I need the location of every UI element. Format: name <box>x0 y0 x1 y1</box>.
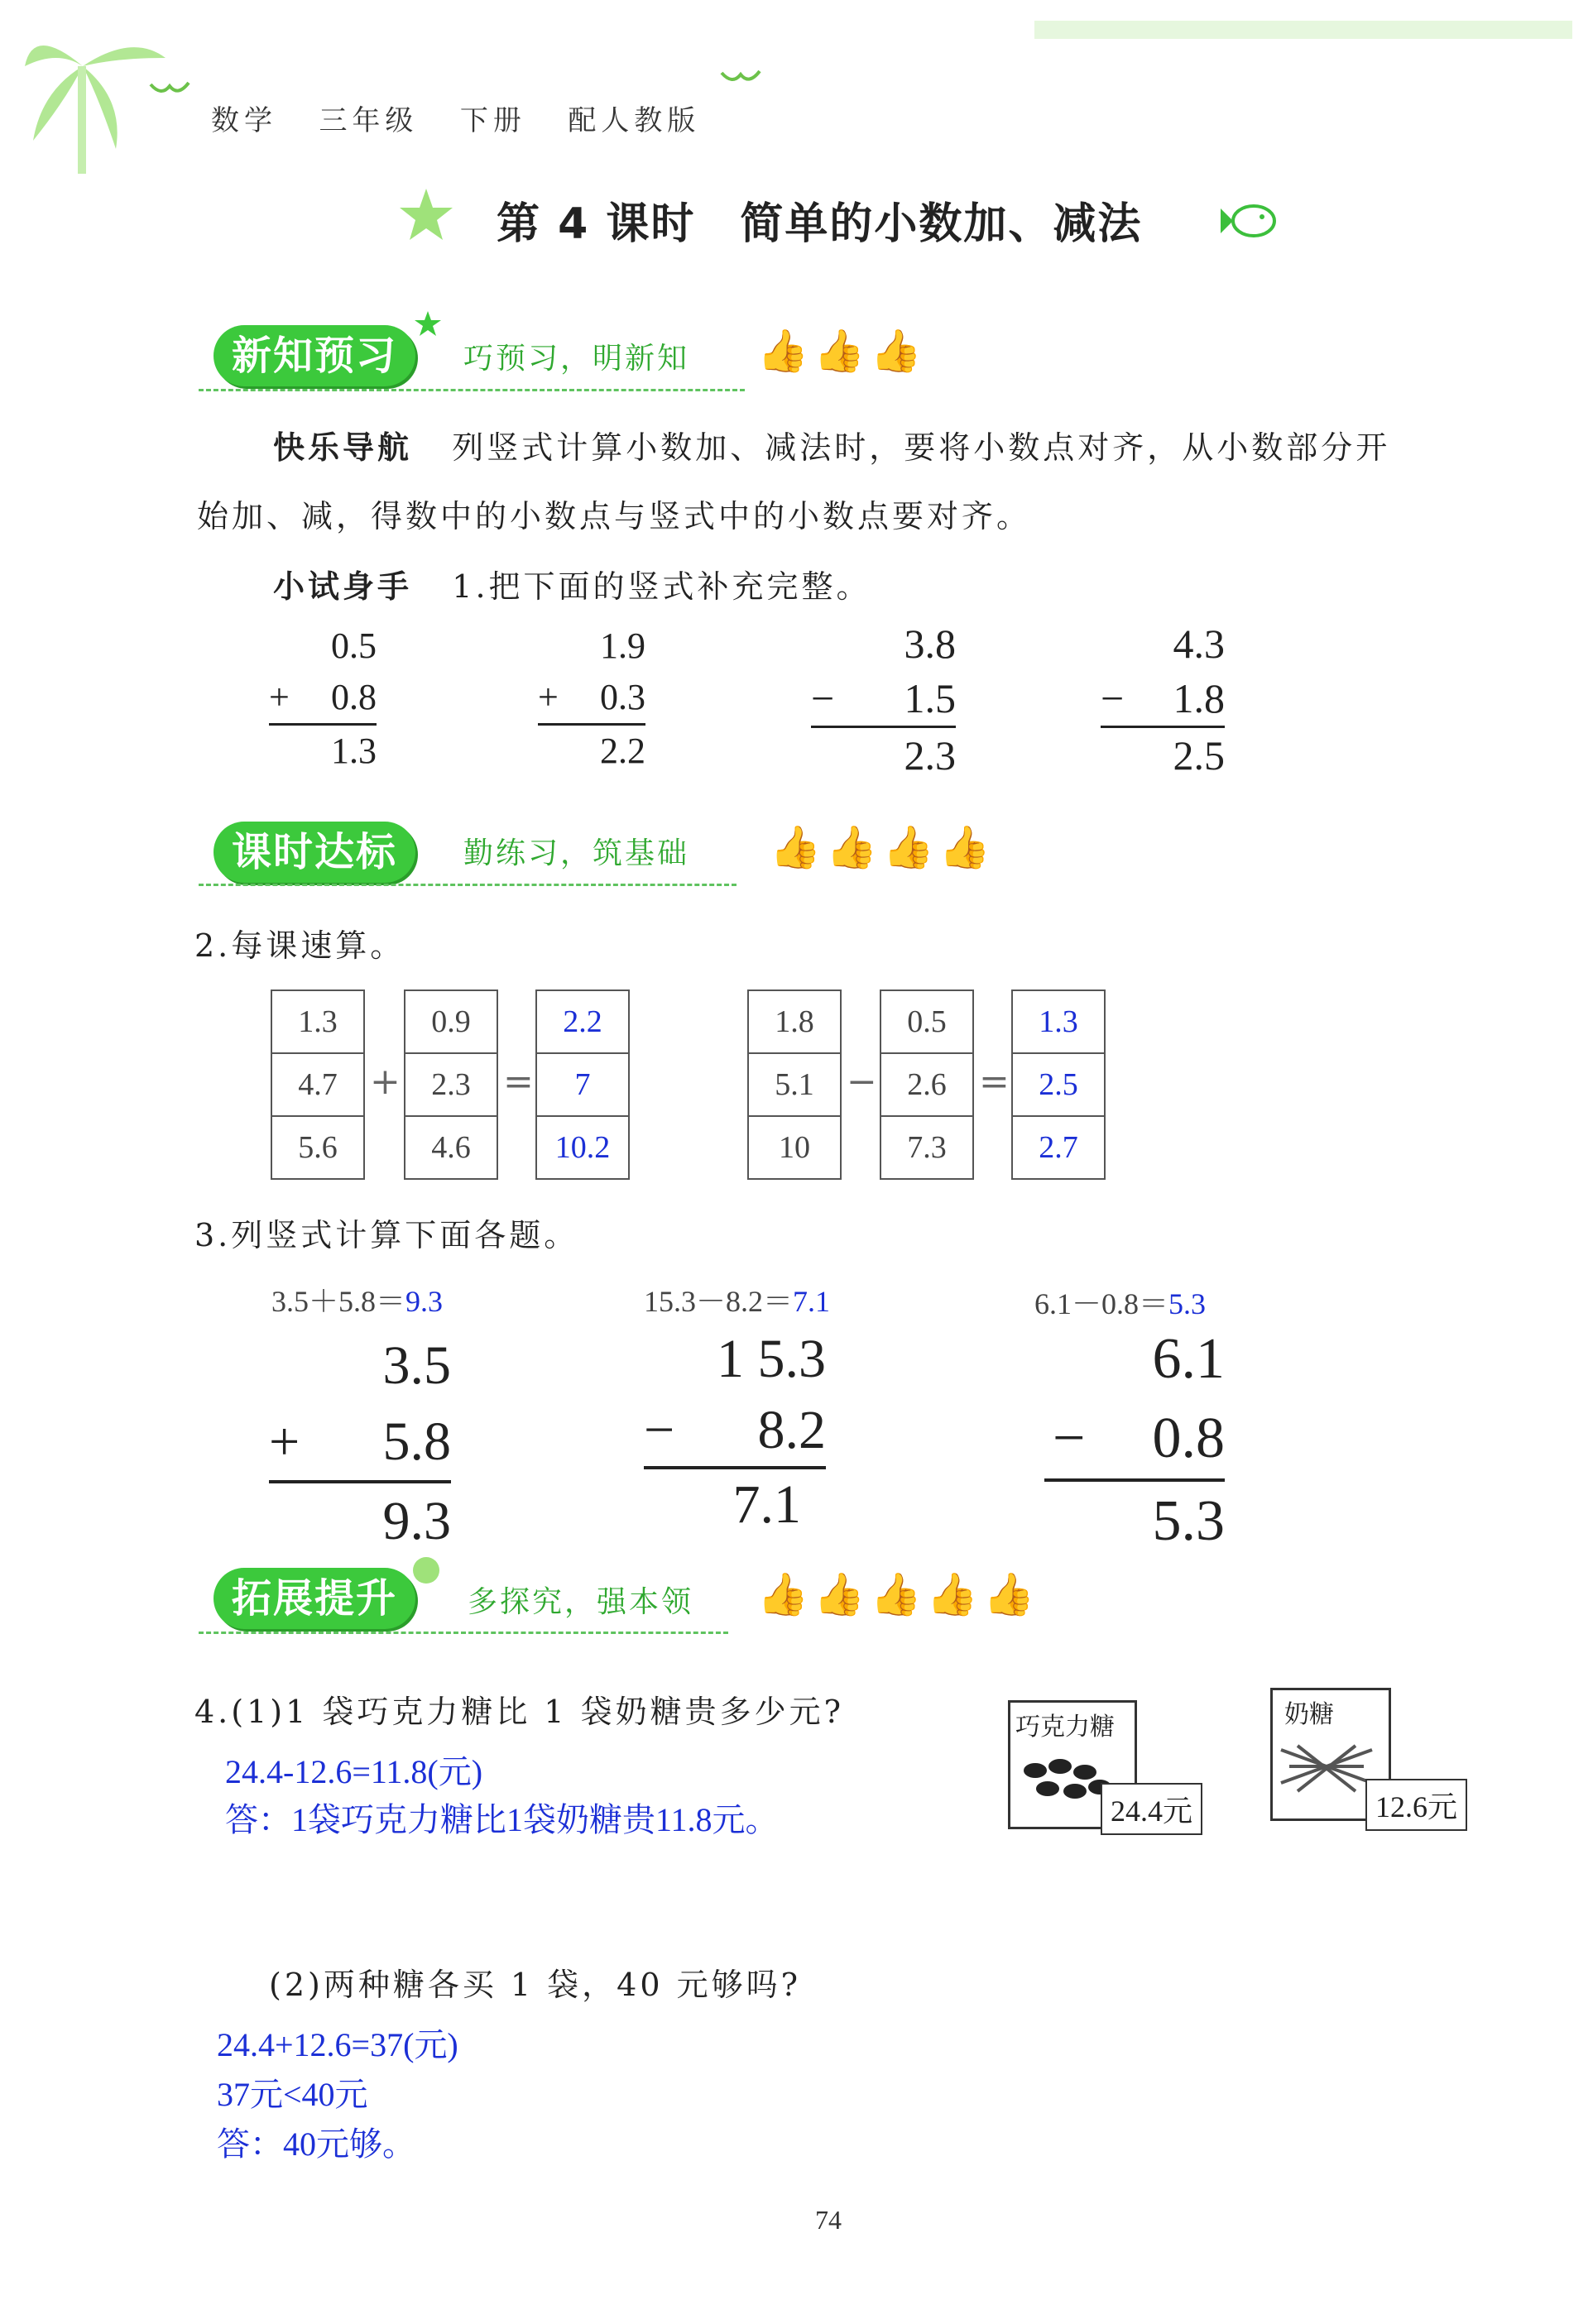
calc-cell: 5.6 <box>271 1115 365 1180</box>
thumbs-up-icon: 👍👍👍👍👍 <box>757 1570 1040 1618</box>
fish-icon <box>1216 192 1283 250</box>
answer-cell: 2.5 <box>1011 1052 1106 1117</box>
operator: − <box>1053 1406 1086 1470</box>
result: 1.3 <box>269 723 377 777</box>
calc-cell: 4.7 <box>271 1052 365 1117</box>
vertical-calc <box>811 616 956 783</box>
question-2: 2.每课速算。 <box>194 927 405 964</box>
result: 5.3 <box>1044 1478 1225 1561</box>
answer-cell: 10.2 <box>535 1115 630 1180</box>
operator: − <box>1101 675 1125 721</box>
answer-cell: 2.7 <box>1011 1115 1106 1180</box>
operand-b: − 0.8 <box>1044 1399 1225 1478</box>
section-slogan: 勤练习，筑基础 <box>463 836 690 870</box>
header-subject: 数学 <box>211 104 277 137</box>
calc-cell: 4.6 <box>404 1115 498 1180</box>
operator: − <box>644 1400 675 1460</box>
candy-icon <box>1273 1733 1380 1799</box>
vertical-calc <box>1101 616 1225 783</box>
result: 2.5 <box>1101 726 1225 783</box>
vertical-calc <box>269 621 377 777</box>
equation-answer: 7.1 <box>793 1285 831 1318</box>
result: 7.1 <box>644 1466 826 1541</box>
answer-cell: 2.2 <box>535 989 630 1054</box>
candy-label: 巧克力糖 <box>1015 1713 1115 1742</box>
star-icon <box>414 310 442 338</box>
header-volume: 下册 <box>459 104 526 137</box>
operator: + <box>269 1411 300 1472</box>
section-badge-practice: 课时达标 <box>214 822 415 883</box>
section-slogan: 巧预习，明新知 <box>463 342 690 376</box>
result: 2.3 <box>811 726 956 783</box>
star-icon <box>397 186 455 244</box>
result: 2.2 <box>538 723 645 777</box>
thumbs-up-icon: 👍👍👍👍 <box>770 823 996 871</box>
header-edition: 配人教版 <box>568 104 701 137</box>
calc-cell: 10 <box>747 1115 842 1180</box>
equation-line <box>271 1278 443 1320</box>
header-grade: 三年级 <box>319 104 419 137</box>
section-slogan: 多探究，强本领 <box>468 1585 694 1619</box>
calc-cell: 0.5 <box>880 989 974 1054</box>
operand-a: 0.5 <box>331 625 377 666</box>
try-label: 小试身手 <box>273 568 413 605</box>
plus-sign: + <box>370 1061 401 1103</box>
guide-text: 列竖式计算小数加、减法时，要将小数点对齐，从小数部分开 <box>452 429 1391 466</box>
result: 9.3 <box>269 1480 451 1560</box>
minus-sign: − <box>847 1061 877 1103</box>
operand-a: 1.9 <box>600 625 645 666</box>
equation-answer: 5.3 <box>1168 1287 1207 1320</box>
answer-line: 37元<40元 <box>217 2076 368 2113</box>
operand-b: + 5.8 <box>269 1404 451 1480</box>
vertical-calc <box>644 1324 826 1541</box>
section-divider <box>199 1632 728 1634</box>
equation-answer: 9.3 <box>405 1285 444 1318</box>
section-divider <box>199 389 745 391</box>
circle-decoration <box>410 1554 443 1587</box>
price-tag: 12.6元 <box>1365 1779 1467 1831</box>
section-badge-extend: 拓展提升 <box>214 1568 415 1629</box>
vertical-calc <box>1044 1320 1225 1561</box>
question-4-2: (2)两种糖各买 1 袋，40 元够吗? <box>269 1967 801 2003</box>
operand-a: 3.8 <box>904 621 956 667</box>
calc-cell: 1.8 <box>747 989 842 1054</box>
equation-line <box>1034 1281 1206 1323</box>
section-badge-preview: 新知预习 <box>214 325 415 386</box>
operator: + <box>538 677 559 717</box>
thumbs-up-icon: 👍👍👍 <box>757 327 927 375</box>
question-4-1: 4.(1)1 袋巧克力糖比 1 袋奶糖贵多少元? <box>194 1694 845 1730</box>
calc-cell: 1.3 <box>271 989 365 1054</box>
question-1: 1.把下面的竖式补充完整。 <box>452 568 871 605</box>
operand-b: − 1.8 <box>1101 671 1225 726</box>
section-divider <box>199 884 737 886</box>
page-title: 第 4 课时 简单的小数加、减法 <box>497 199 1143 249</box>
operand-a: 3.5 <box>382 1335 451 1396</box>
equals-sign: = <box>503 1061 534 1103</box>
answer-line: 答：40元够。 <box>217 2125 415 2163</box>
equation-line <box>644 1278 830 1320</box>
header-bar <box>211 98 700 138</box>
guide-label: 快乐导航 <box>273 429 413 466</box>
bird-icon <box>720 65 761 89</box>
equation: 6.1－0.8＝ <box>1034 1287 1169 1320</box>
operand-b: + 0.3 <box>538 672 645 723</box>
try-line <box>273 561 871 606</box>
question-3: 3.列竖式计算下面各题。 <box>194 1217 579 1253</box>
equation: 3.5＋5.8＝ <box>271 1285 406 1318</box>
price-tag: 24.4元 <box>1101 1783 1202 1835</box>
operand-b: − 8.2 <box>644 1395 826 1466</box>
operand-a: 4.3 <box>1173 621 1225 667</box>
answer-line: 答：1袋巧克力糖比1袋奶糖贵11.8元。 <box>225 1801 779 1838</box>
top-strip-decoration <box>1034 21 1572 46</box>
guide-text-cont: 始加、减，得数中的小数点与竖式中的小数点要对齐。 <box>197 498 1032 534</box>
guide-paragraph <box>273 422 1498 467</box>
candy-label: 奶糖 <box>1284 1700 1334 1729</box>
answer-cell: 1.3 <box>1011 989 1106 1054</box>
calc-cell: 2.3 <box>404 1052 498 1117</box>
operator: − <box>811 675 835 721</box>
answer-cell: 7 <box>535 1052 630 1117</box>
operand-a: 1 5.3 <box>717 1329 826 1389</box>
page-number: 74 <box>815 2205 842 2235</box>
bird-icon <box>149 76 190 101</box>
equation: 15.3－8.2＝ <box>644 1285 794 1318</box>
operator: + <box>269 677 290 717</box>
operand-a: 6.1 <box>1152 1327 1225 1391</box>
equals-sign: = <box>979 1061 1010 1103</box>
calc-cell: 2.6 <box>880 1052 974 1117</box>
answer-line: 24.4+12.6=37(元) <box>217 2026 458 2063</box>
vertical-calc <box>269 1328 451 1560</box>
calc-cell: 0.9 <box>404 989 498 1054</box>
vertical-calc <box>538 621 645 777</box>
calc-cell: 7.3 <box>880 1115 974 1180</box>
operand-b: + 0.8 <box>269 672 377 723</box>
operand-b: − 1.5 <box>811 671 956 726</box>
answer-line: 24.4-12.6=11.8(元) <box>225 1753 483 1790</box>
calc-cell: 5.1 <box>747 1052 842 1117</box>
